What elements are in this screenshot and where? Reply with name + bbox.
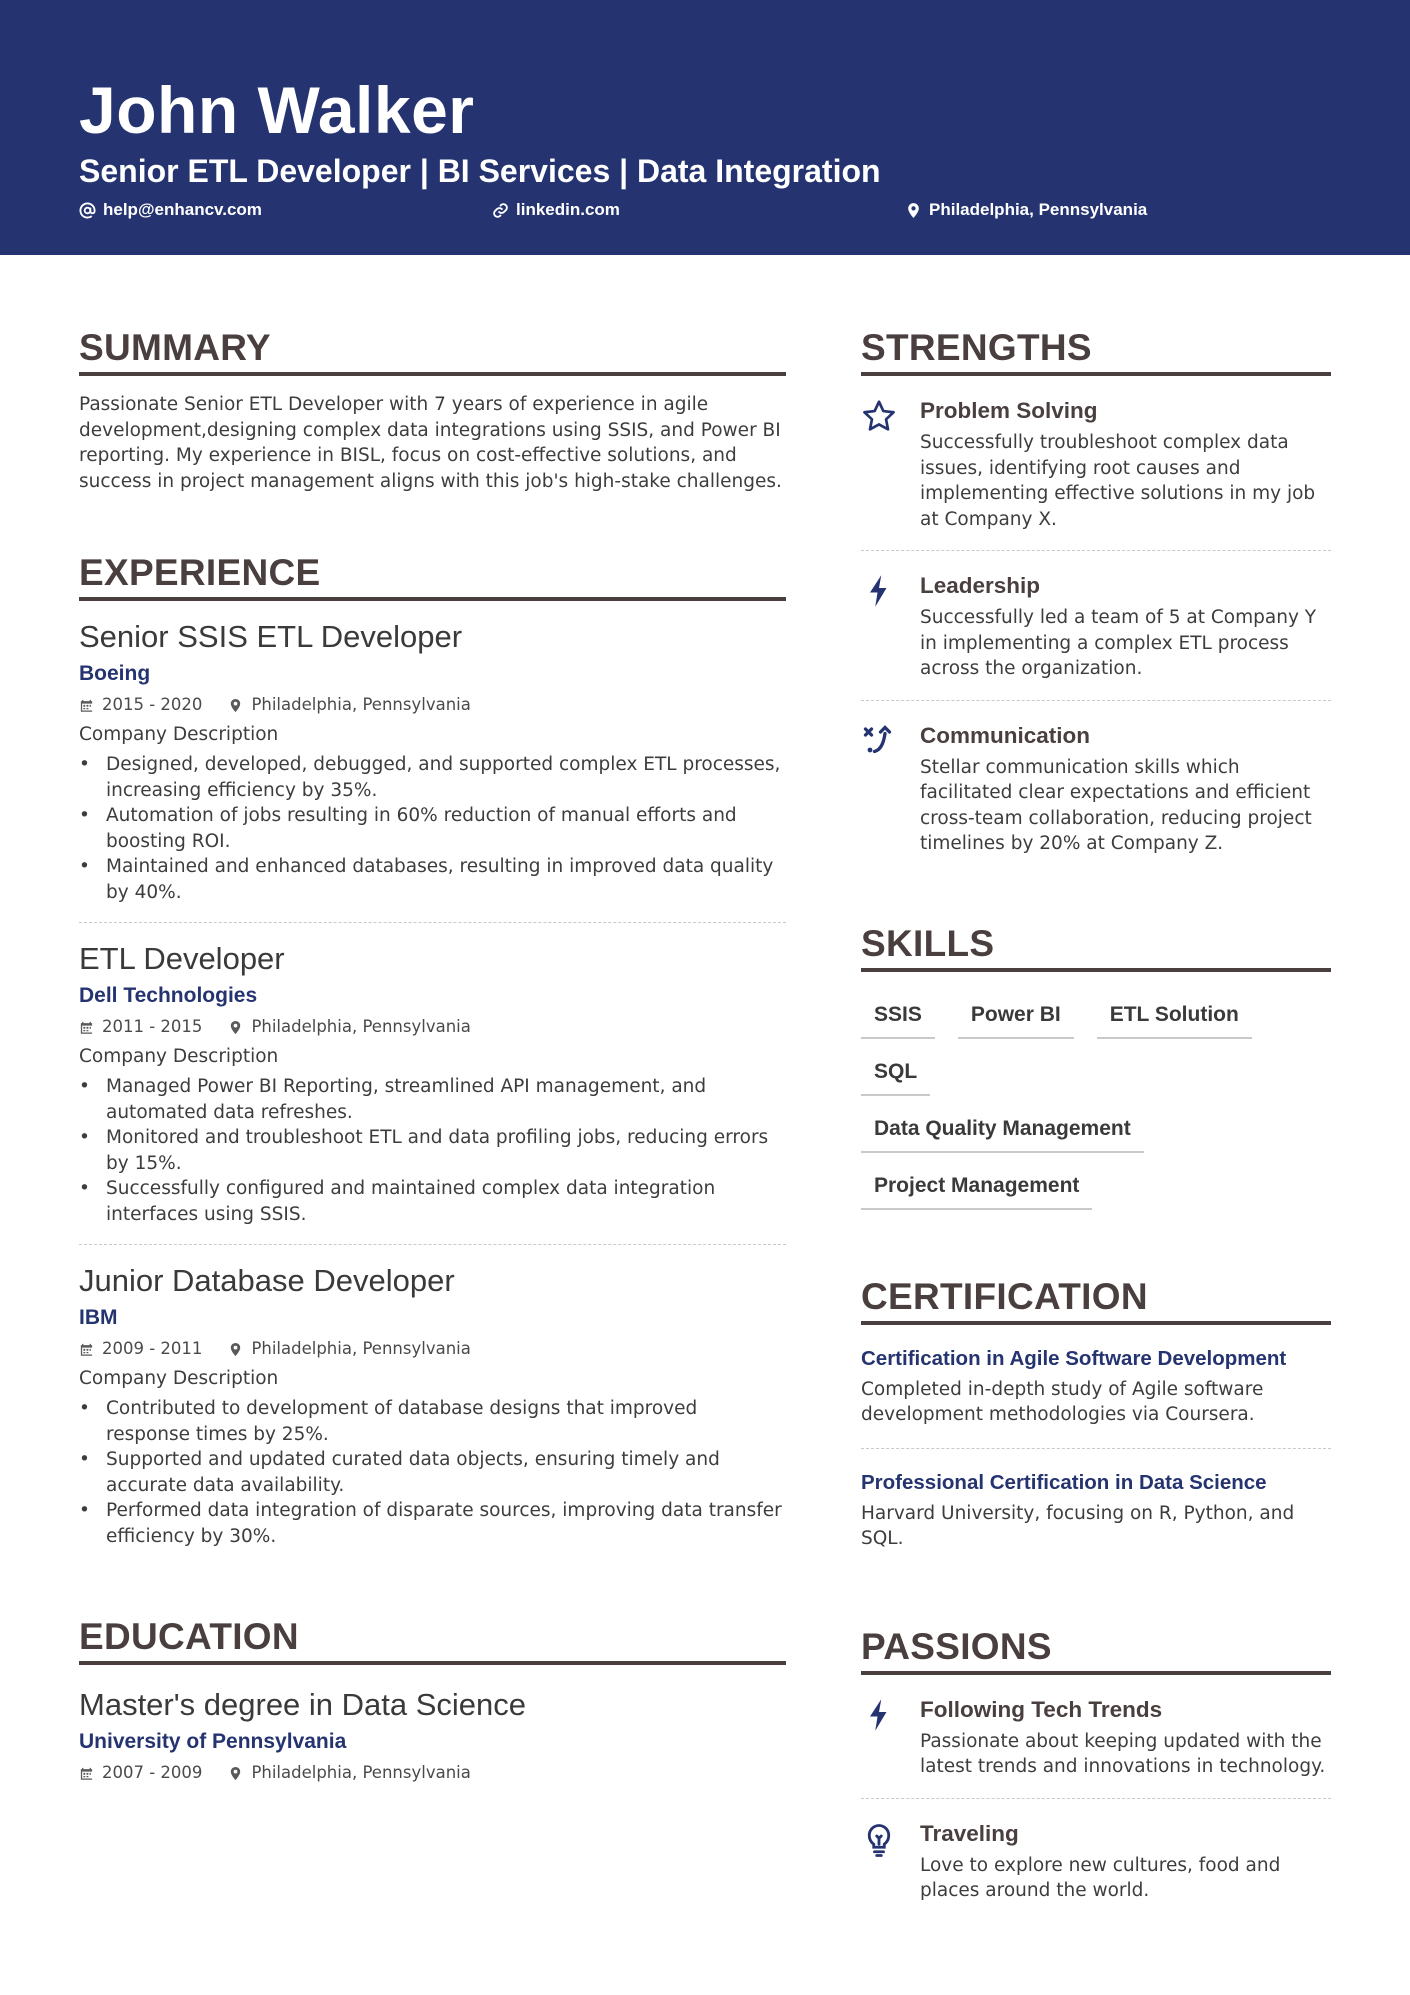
strengths-item-text: Successfully troubleshoot complex data issues, identifying root causes and implementing effective solutions in my job at Company X.: [920, 432, 1316, 530]
experience-entry: [79, 1244, 786, 1566]
experience-bullet: • Contributed to development of database designs that improved response times by 25%.: [79, 1396, 786, 1447]
strengths-heading: STRENGTHS: [861, 325, 1331, 376]
company-description: Company Description: [79, 724, 279, 745]
passions-item: [861, 1675, 1331, 1798]
job-location: [228, 692, 470, 718]
degree-title: Master's degree in Data Science: [79, 1687, 527, 1722]
certification-section: [861, 1274, 1331, 1572]
strengths-item: [861, 550, 1331, 700]
strengths-item-title: Leadership: [920, 573, 1041, 598]
star-icon: [861, 396, 920, 532]
passions-item-title: Traveling: [920, 1820, 1019, 1846]
company-name: IBM: [79, 1306, 118, 1329]
education-location: [228, 1760, 470, 1786]
job-location-text: Philadelphia, Pennsylvania: [251, 1339, 471, 1358]
left-column: [79, 325, 786, 1859]
company-name: Boeing: [79, 662, 151, 685]
skills-section: [861, 921, 1331, 1222]
experience-bullet: • Maintained and enhanced databases, resulting in improved data quality by 40%.: [79, 854, 786, 905]
certification-text: Completed in-depth study of Agile software development methodologies via Coursera.: [861, 1378, 1264, 1425]
contact-location: [905, 197, 1147, 223]
certification-entry: [861, 1448, 1331, 1572]
experience-bullets: [79, 752, 786, 905]
passions-heading: PASSIONS: [861, 1624, 1331, 1675]
job-location: [228, 1014, 470, 1040]
experience-bullets: [79, 1074, 786, 1227]
job-dates: 2011 - 2015: [102, 1017, 203, 1036]
summary-heading: SUMMARY: [79, 325, 786, 376]
skills-heading: SKILLS: [861, 921, 1331, 972]
experience-bullet: • Successfully configured and maintained complex data integration interfaces using SSIS.: [79, 1176, 786, 1227]
strengths-item: [861, 376, 1331, 550]
map-pin-icon: [228, 1020, 243, 1035]
strengths-item-text: Successfully led a team of 5 at Company Y in implementing a complex ETL process across the organization.: [920, 607, 1317, 679]
certification-title: Professional Certification in Data Science: [861, 1470, 1267, 1494]
company-name: Dell Technologies: [79, 984, 258, 1007]
strengths-item: [861, 700, 1331, 875]
lightning-icon: [861, 1695, 920, 1780]
calendar-icon: [79, 1342, 94, 1357]
calendar-icon: [79, 1020, 94, 1035]
certification-text: Harvard University, focusing on R, Python, and SQL.: [861, 1502, 1295, 1549]
job-meta: [79, 1014, 786, 1040]
company-description: Company Description: [79, 1046, 279, 1067]
map-pin-icon: [228, 1342, 243, 1357]
experience-bullet: • Monitored and troubleshoot ETL and data profiling jobs, reducing errors by 15%.: [79, 1125, 786, 1176]
passions-item: [861, 1798, 1331, 1922]
experience-entry: [79, 601, 786, 922]
candidate-headline: Senior ETL Developer | BI Services | Data Integration: [79, 153, 881, 189]
experience-section: [79, 550, 786, 1566]
job-dates: 2009 - 2011: [102, 1339, 203, 1358]
calendar-icon: [79, 698, 94, 713]
education-dates: 2007 - 2009: [102, 1763, 203, 1782]
education-entry: [79, 1665, 786, 1803]
skill-tag: Project Management: [861, 1165, 1092, 1210]
contact-linkedin[interactable]: [492, 197, 620, 223]
education-heading: EDUCATION: [79, 1614, 786, 1665]
education-location-text: Philadelphia, Pennsylvania: [251, 1763, 471, 1782]
map-pin-icon: [228, 1766, 243, 1781]
contact-linkedin-text: linkedin.com: [516, 200, 620, 219]
job-location-text: Philadelphia, Pennsylvania: [251, 695, 471, 714]
contact-email-text: help@enhancv.com: [103, 200, 262, 219]
job-dates: 2015 - 2020: [102, 695, 203, 714]
certification-heading: CERTIFICATION: [861, 1274, 1331, 1325]
experience-bullet: • Automation of jobs resulting in 60% reduction of manual efforts and boosting ROI.: [79, 803, 786, 854]
experience-heading: EXPERIENCE: [79, 550, 786, 601]
job-title: ETL Developer: [79, 941, 285, 976]
passions-item-text: Passionate about keeping updated with the latest trends and innovations in technology.: [920, 1730, 1326, 1777]
skill-tag: ETL Solution: [1097, 994, 1252, 1039]
skill-tag: Power BI: [958, 994, 1074, 1039]
strengths-section: [861, 325, 1331, 875]
map-pin-icon: [905, 202, 922, 219]
link-icon: [492, 202, 509, 219]
job-title: Senior SSIS ETL Developer: [79, 619, 463, 654]
experience-bullet: • Supported and updated curated data objects, ensuring timely and accurate data availability.: [79, 1447, 786, 1498]
company-description: Company Description: [79, 1368, 279, 1389]
strengths-item-title: Communication: [920, 722, 1091, 748]
right-column: [861, 325, 1331, 1978]
strengths-item-text: Stellar communication skills which facilitated clear expectations and efficient cross-team collaboration, reducing project timelines by 20% at Company Z.: [920, 756, 1312, 854]
experience-bullet: • Performed data integration of disparate sources, improving data transfer efficiency by 30%.: [79, 1498, 786, 1549]
resume-header: [0, 0, 1410, 255]
job-meta: [79, 692, 786, 718]
experience-entry: [79, 922, 786, 1244]
certification-entry: [861, 1325, 1331, 1448]
passions-item-text: Love to explore new cultures, food and places around the world.: [920, 1854, 1281, 1901]
lightning-icon: [861, 571, 920, 682]
job-location-text: Philadelphia, Pennsylvania: [251, 1017, 471, 1036]
lightbulb-icon: [861, 1819, 920, 1904]
experience-bullets: [79, 1396, 786, 1549]
candidate-name: John Walker: [79, 73, 475, 147]
at-icon: [79, 202, 96, 219]
skill-tag: SSIS: [861, 994, 935, 1039]
certification-title: Certification in Agile Software Development: [861, 1346, 1287, 1370]
education-section: [79, 1614, 786, 1803]
summary-section: [79, 325, 786, 494]
skill-tag: Data Quality Management: [861, 1108, 1144, 1153]
calendar-icon: [79, 1766, 94, 1781]
passions-section: [861, 1624, 1331, 1922]
education-meta: [79, 1760, 786, 1786]
summary-text: Passionate Senior ETL Developer with 7 years of experience in agile development,designing complex data integrations using SSIS, and Power BI reporting. My experience in BISL, focus on cost-effective solutions, and success in project management aligns with this job's high-stake challenges.: [79, 394, 782, 492]
job-location: [228, 1336, 470, 1362]
contact-location-text: Philadelphia, Pennsylvania: [929, 200, 1148, 219]
experience-bullet: • Designed, developed, debugged, and supported complex ETL processes, increasing efficiency by 35%.: [79, 752, 786, 803]
strengths-item-title: Problem Solving: [920, 398, 1098, 423]
experience-bullet: • Managed Power BI Reporting, streamlined API management, and automated data refreshes.: [79, 1074, 786, 1125]
skill-tag: SQL: [861, 1051, 930, 1096]
strategy-icon: [861, 721, 920, 857]
job-meta: [79, 1336, 786, 1362]
map-pin-icon: [228, 698, 243, 713]
job-title: Junior Database Developer: [79, 1263, 455, 1298]
school-name: University of Pennsylvania: [79, 1730, 347, 1753]
passions-item-title: Following Tech Trends: [920, 1696, 1163, 1722]
contact-email[interactable]: [79, 197, 262, 223]
